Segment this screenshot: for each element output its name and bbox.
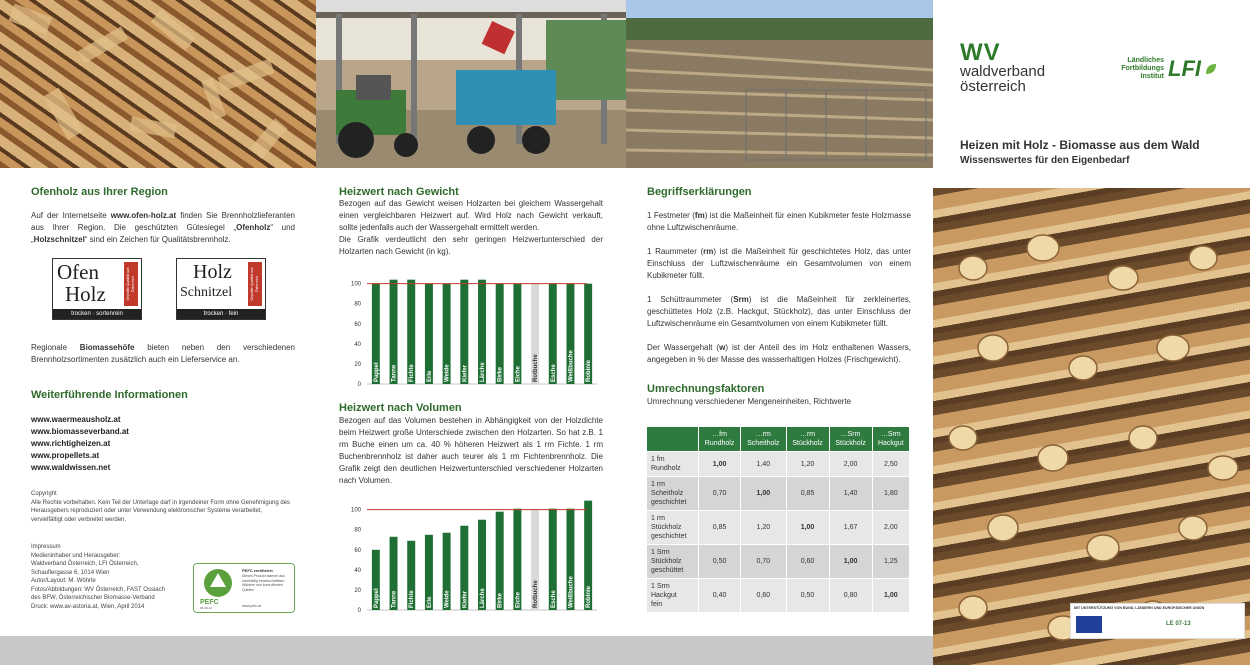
pefc-tree-icon [198, 567, 238, 601]
heading-umrechnung: Umrechnungsfaktoren [647, 383, 765, 395]
copyright-heading: Copyright [31, 491, 57, 497]
leaf-icon [1205, 63, 1217, 75]
def-schuettraummeter: 1 Schüttraummeter (Srm) ist die Maßeinheit für zerkleinertes, geschüttetes Holz (z.B. Hackgut, Stückholz), das unter Einschluss der Luftzwischenräume ein Gesamtvolumen von einem Kubikmeter füllt. [647, 295, 912, 328]
column-header: …fm Rundholz [699, 427, 741, 452]
heizwert-volumen-text: Bezogen auf das Volumen bestehen in Abhängigkeit von der Holzdichte beim Heizwert große Unterschiede zwischen den Holzarten. So hat z.B. 1 rm Buche einen um ca. 40 % höheren Heizwert als 1 rm Fichte. 1 rm Buchenbrennholz ist daher auch teurer als 1 rm Fichtenbrennholz. Die Grafik zeigt den deutlichen Heizwertunterschied verschiedener Holzarten nach Volumen. [339, 416, 603, 485]
bar-label: Eiche [515, 365, 522, 382]
wv-logo [960, 39, 1046, 95]
bar-label: Weißbuche [568, 576, 575, 608]
bar-label: Rotbuche [533, 354, 540, 382]
column-header: …Srm Hackgut [872, 427, 909, 452]
heading-weiterfuehrende: Weiterführende Informationen [31, 389, 188, 401]
heizwert-gewicht-text: Bezogen auf das Gewicht weisen Holzarten bei gleichem Wassergehalt einen vergleichbaren Heizwert auf. Wird Holz nach Gewicht verkauft, sollte jedenfalls auch der Wassergehalt ermittelt werden. Die Grafik verdeutlicht den sehr geringen Heizwertunterschied der Holzarten nach Gewicht (in kg). [339, 199, 603, 256]
pefc-cert: PEFC zertifiziert [242, 568, 273, 573]
link-item[interactable]: www.waermeausholz.at [31, 415, 121, 424]
bar-label: Esche [550, 590, 557, 608]
pefc-url: www.pefc.at [242, 604, 261, 608]
bar-label: Erle [426, 370, 433, 382]
def-festmeter: 1 Festmeter (fm) ist die Maßeinheit für einen Kubikmeter feste Holzmasse ohne Luftzwischenräume. [647, 211, 911, 232]
page-title: Heizen mit Holz - Biomasse aus dem Wald [960, 138, 1200, 152]
bar-label: Tanne [391, 590, 398, 608]
chart-heizwert-gewicht [339, 262, 603, 392]
bar-label: Birke [497, 366, 504, 382]
lfi-logo-text: Ländliches Fortbildungs Institut [1121, 57, 1164, 80]
link-list [31, 414, 129, 474]
umrechnung-subtitle: Umrechnung verschiedener Mengeneinheiten, Richtwerte [647, 397, 852, 406]
ofenholz-logo-seal: Geprüfte Qualität aus Österreich [124, 262, 138, 306]
schnitzel-logo-bottom: Schnitzel [180, 285, 233, 300]
pefc-text: Dieses Produkt stammt aus nachhaltig bewirtschafteten Wäldern und kontrollierten Quellen [242, 574, 285, 592]
def-wassergehalt: Der Wassergehalt (w) ist der Anteil des im Holz enthaltenen Wassers, angegeben in % der Masse des wasserhaltigen Holzes (Frischgewicht). [647, 343, 911, 364]
ofenholz-logo [52, 258, 142, 320]
photo-firewood [0, 0, 316, 168]
link-item[interactable]: www.richtigheizen.at [31, 439, 111, 448]
bar-label: Kiefer [462, 590, 469, 608]
y-tick-label: 20 [354, 587, 361, 594]
bar-label: Kiefer [462, 364, 469, 382]
photo-woodpile [626, 0, 933, 168]
impressum-heading: Impressum [31, 544, 61, 550]
column-header: …rm Stückholz [786, 427, 829, 452]
ofenholz-text: Auf der Internetseite www.ofen-holz.at finden Sie Brennholzlieferanten aus Ihrer Region. Die geschützten Gütesiegel „Ofenholz“ und „Holzschnitzel“ sind ein Zeichen für Qualitätsbrennholz. [31, 211, 296, 244]
ofen-holz-link[interactable]: www.ofen-holz.at [110, 211, 177, 220]
y-tick-label: 20 [354, 361, 361, 368]
bar-label: Erle [426, 596, 433, 608]
impressum-block: Impressum Medieninhaber und Herausgeber: Waldverband Österreich, LFI Österreich, Schauflergasse 6, 1014 Wien Autor/Layout: M. Wöhrle Fotos/Abbildungen: WV Österreich, FAST Ossiach des BFW, Österreichischer Biomasse-Verband Druck: www.av-astoria.at, Wien, April 2014 [31, 543, 181, 611]
bar-label: Robinie [586, 586, 593, 608]
y-tick-label: 100 [350, 507, 361, 514]
y-tick-label: 80 [354, 527, 361, 534]
eu-flag-icon [1076, 616, 1102, 633]
table-header-row [647, 427, 910, 452]
pefc-year: 06-39-12 [200, 606, 213, 610]
table-row: 1 Srm Stückholz geschüttet 0,50 0,70 0,60 1,00 1,25 [647, 545, 910, 579]
bar-label: Lärche [480, 362, 486, 382]
table-row: 1 rm Scheitholz geschichtet 0,70 1,00 0,85 1,40 1,80 [647, 477, 910, 511]
photo-tractor [316, 0, 626, 168]
pefc-label: PEFC [200, 599, 219, 606]
ofenholz-logo-top: Ofen [57, 260, 99, 284]
y-tick-label: 80 [354, 301, 361, 308]
bar-label: Fichte [409, 364, 416, 382]
bar-label: Esche [550, 364, 557, 382]
y-tick-label: 0 [357, 382, 361, 388]
heading-heizwert-gewicht: Heizwert nach Gewicht [339, 186, 459, 198]
chart-heizwert-volumen [339, 488, 603, 618]
conversion-table [646, 426, 910, 613]
link-item[interactable]: www.waldwissen.net [31, 463, 111, 472]
holzschnitzel-logo [176, 258, 266, 320]
column-header: …Srm Stückholz [829, 427, 872, 452]
bar-label: Eiche [515, 591, 522, 608]
bar-label: Robinie [586, 360, 593, 382]
copyright-text: Alle Rechte vorbehalten. Kein Teil der Unterlage darf in irgendeiner Form ohne Genehmigung des Herausgebers reproduziert oder unter Verwendung elektronischer Systeme verarbeitet, vervielfältigt oder verbreitet werden. [31, 499, 291, 523]
copyright-block [31, 490, 295, 524]
bar-label: Weide [444, 590, 451, 608]
table-row: 1 rm Stückholz geschichtet 0,85 1,20 1,00 1,67 2,00 [647, 511, 910, 545]
y-tick-label: 40 [354, 341, 361, 348]
table-row: 1 fm Rundholz 1,00 1,40 1,20 2,00 2,50 [647, 452, 910, 477]
bar-label: Pappel [373, 588, 380, 608]
eu-funding-title: MIT UNTERSTÜTZUNG VON BUND, LÄNDERN UND EUROPÄISCHER UNION [1074, 606, 1205, 610]
schnitzel-logo-tagline: trocken · fein [177, 309, 265, 319]
schnitzel-logo-seal: Geprüfte Qualität aus Österreich [248, 262, 262, 306]
pefc-logo [193, 563, 295, 613]
wv-logo-line2: österreich [960, 78, 1026, 95]
lfi-logo-mark: LFI [1168, 56, 1201, 81]
y-tick-label: 40 [354, 567, 361, 574]
y-tick-label: 0 [357, 608, 361, 614]
heading-ofenholz: Ofenholz aus Ihrer Region [31, 186, 168, 198]
photo-firewood-stack [933, 188, 1250, 665]
schnitzel-logo-top: Holz [193, 261, 232, 283]
y-tick-label: 60 [354, 547, 361, 554]
y-tick-label: 60 [354, 321, 361, 328]
bar-label: Weide [444, 364, 451, 382]
wv-logo-line1: waldverband [960, 63, 1046, 80]
heading-begriffe: Begriffserklärungen [647, 186, 752, 198]
bar [425, 284, 433, 384]
page-subtitle: Wissenswertes für den Eigenbedarf [960, 155, 1130, 166]
bar-label: Pappel [373, 362, 380, 382]
wv-logo-mark: WV [960, 39, 1001, 66]
heading-heizwert-volumen: Heizwert nach Volumen [339, 402, 462, 414]
ofenholz-logo-bottom: Holz [65, 282, 106, 306]
bar-label: Tanne [391, 364, 398, 382]
table-row: 1 Srm Hackgut fein 0,40 0,60 0,50 0,80 1,00 [647, 579, 910, 613]
bar-label: Lärche [480, 588, 486, 608]
column-header: …rm Scheitholz [741, 427, 786, 452]
lfi-logo [1114, 56, 1217, 82]
footer-bar [0, 636, 933, 665]
bar-label: Birke [497, 592, 504, 608]
bar-label: Fichte [409, 590, 416, 608]
def-raummeter: 1 Raummeter (rm) ist die Maßeinheit für geschichtetes Holz, das unter Einschluss der Luftzwischenräume ein Gesamtvolumen von einem Kubikmeter füllt. [647, 247, 911, 280]
le-logo: LE 07-13 [1166, 621, 1191, 627]
biomassehoefe-text: Regionale Biomassehöfe bieten neben den verschiedenen Brennholzsortimenten zusätzlich auch ein Lieferservice an. [31, 343, 295, 364]
bar-label: Weißbuche [568, 350, 575, 382]
bar-label: Rotbuche [533, 580, 540, 608]
link-item[interactable]: www.propellets.at [31, 451, 100, 460]
y-tick-label: 100 [350, 281, 361, 288]
ofenholz-logo-tagline: trocken · sortenrein [53, 309, 141, 319]
eu-funding-banner [1070, 603, 1245, 639]
link-item[interactable]: www.biomasseverband.at [31, 427, 129, 436]
